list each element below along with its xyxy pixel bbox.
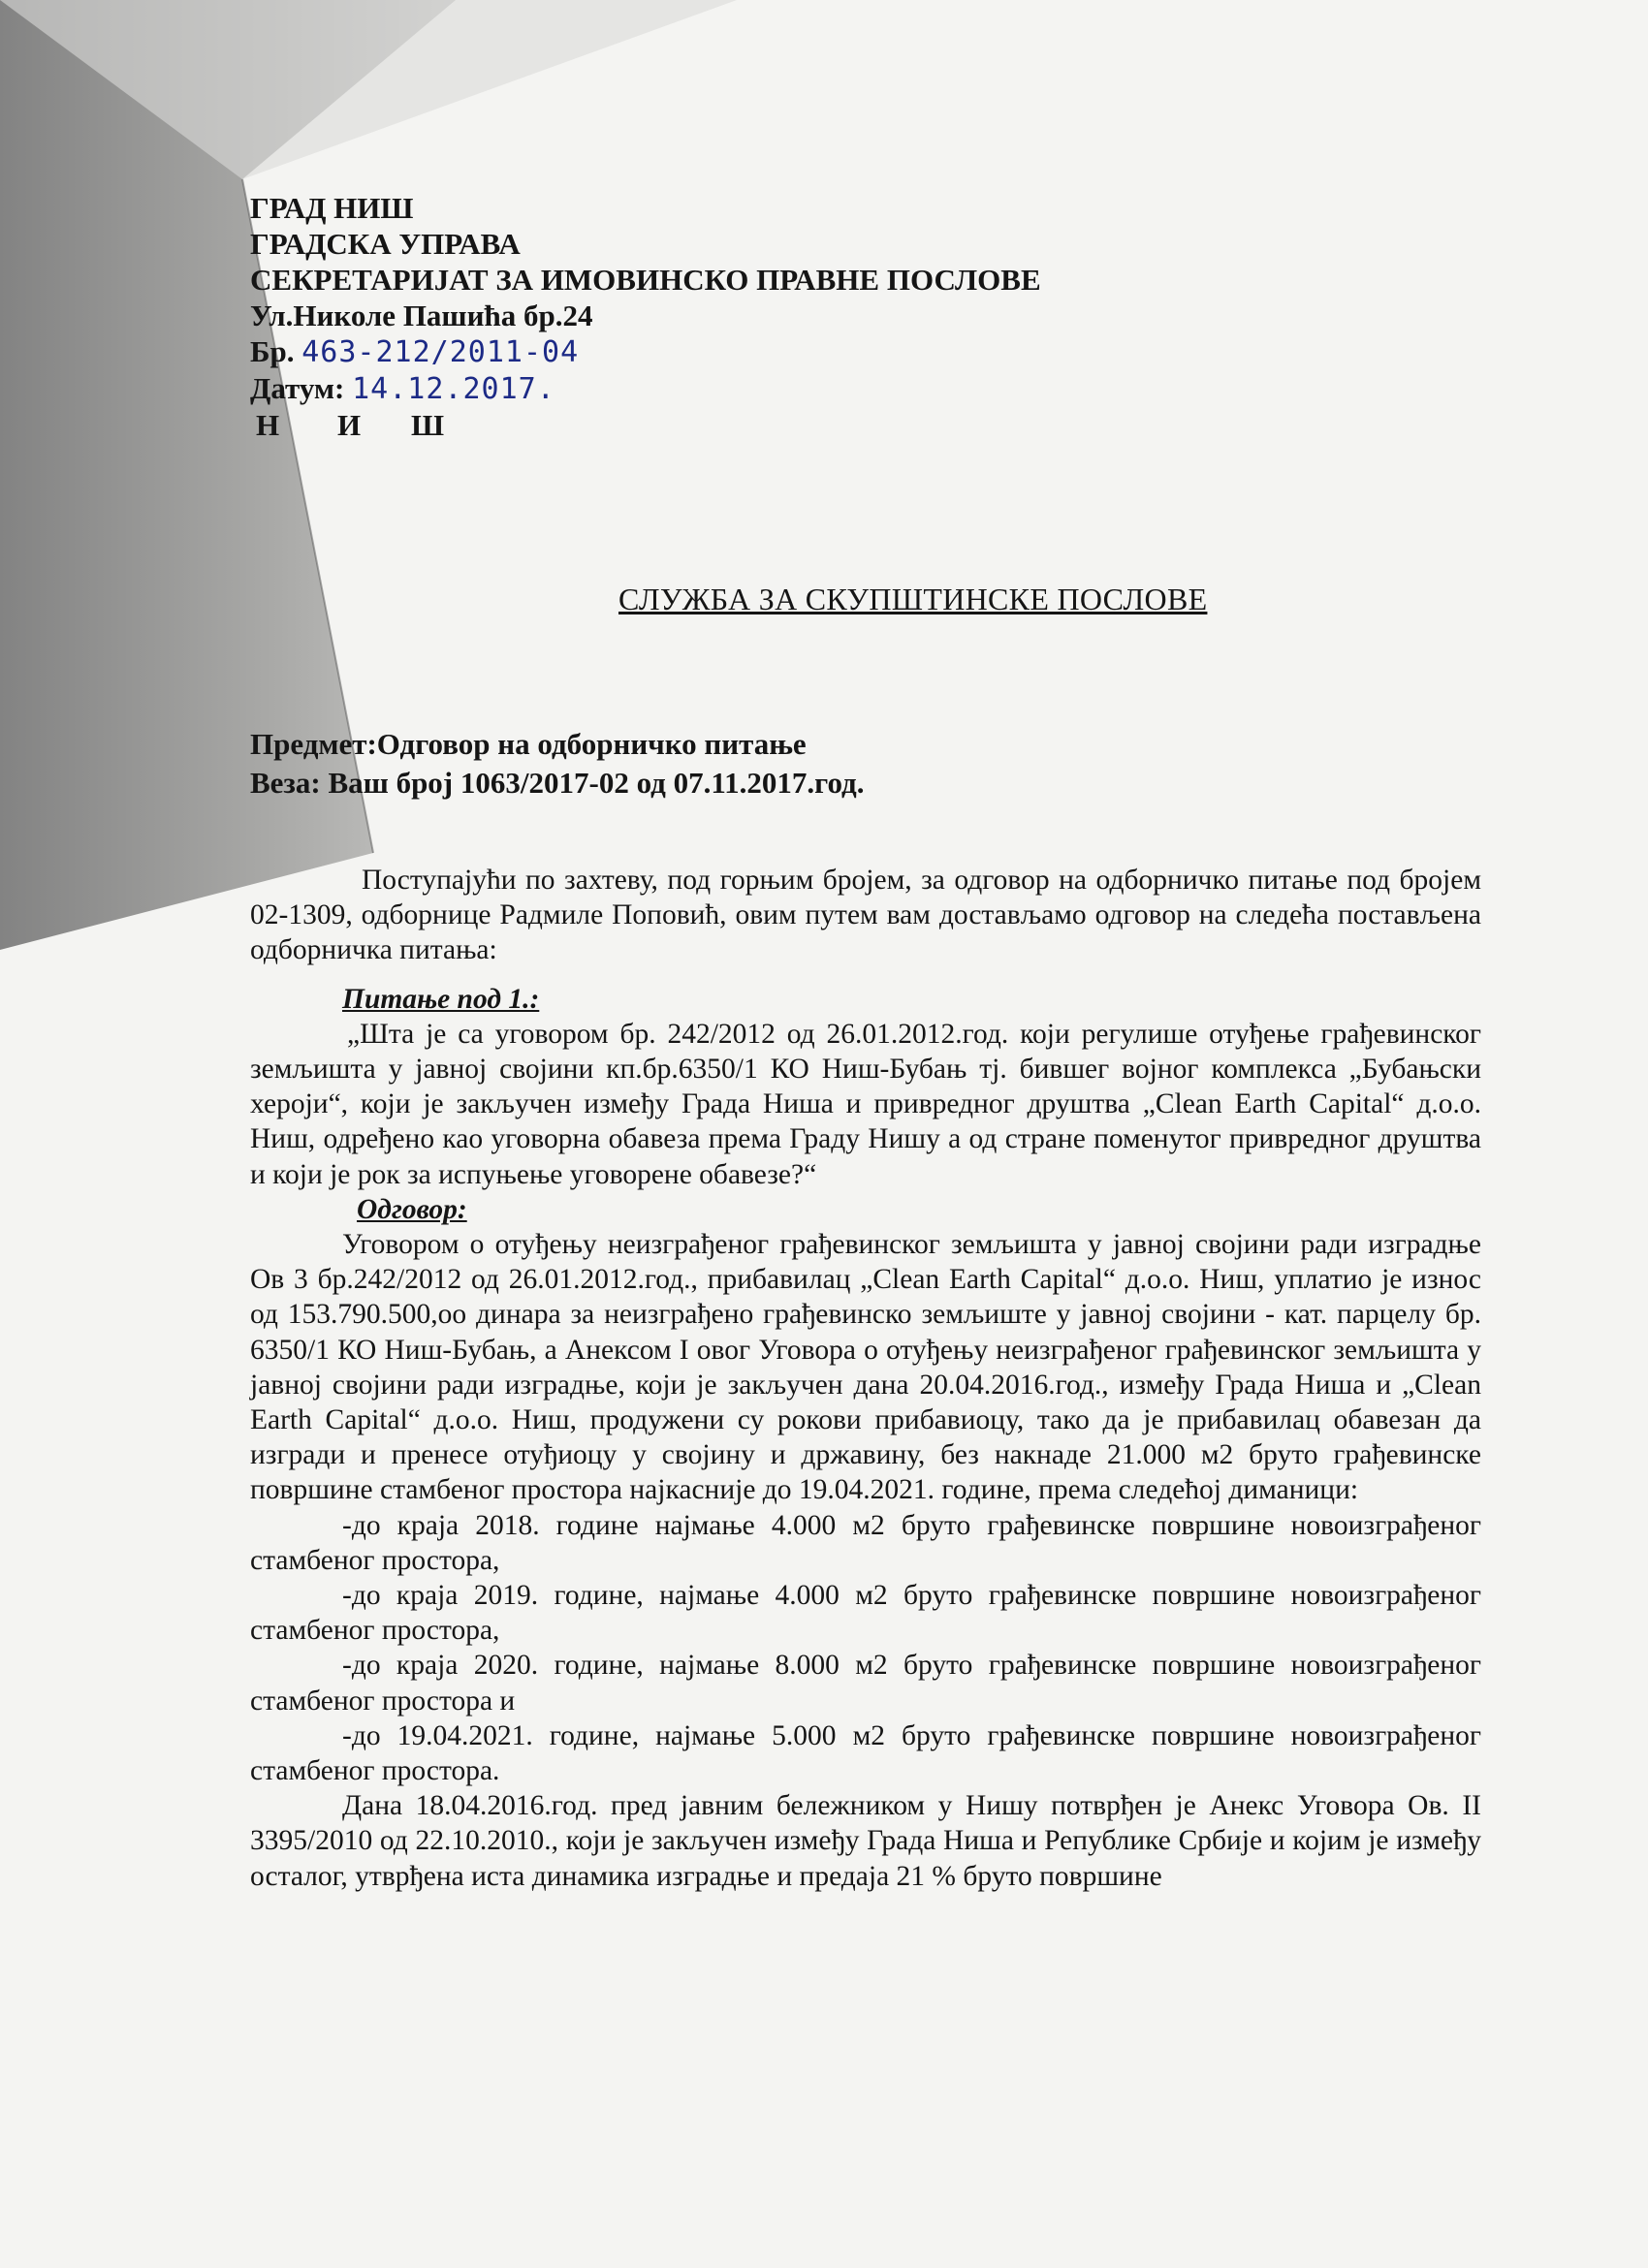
nis-letter: И: [337, 408, 362, 442]
closing-paragraph: Дана 18.04.2016.год. пред јавним бележником у Нишу потврђен је Анекс Уговора Ов. II 3395/2010 од 22.10.2010., који је закључен између Града Ниша и Републике Србије и којим је између осталог, утврђена иста динамика изградње и предаја 21 % бруто површине: [250, 1790, 1481, 1892]
header-city: ГРАД НИШ: [250, 191, 414, 225]
header-date-row: [250, 370, 1041, 407]
answer-text: Уговором о отуђењу неизграђеног грађевинског земљишта у јавној својини ради изградње Ов 3 бр.242/2012 од 26.01.2012.год., прибавилац „Clean Earth Capital“ д.о.о. Ниш, уплатио је износ од 153.790.500,оо динара за неизграђено грађевинско земљиште у јавној својини - кат. парцелу бр. 6350/1 КО Ниш-Бубањ, а Анексом I овог Уговора о отуђењу неизграђеног грађевинског земљишта у јавној својини ради изградње, који је закључен дана 20.04.2016.год., између Града Ниша и „Clean Earth Capital“ д.о.о. Ниш, продужени су рокови прибавиоцу, тако да је прибавилац обавезан да изгради и пренесе отуђиоцу у својину и државину, без накнаде 21.000 м2 бруто грађевинске површине стамбеног простора најкасније до 19.04.2021. године, према следећој диманици:: [250, 1229, 1481, 1506]
nis-letter: Н: [256, 408, 280, 442]
question-text: „Шта је са уговором бр. 242/2012 од 26.01.2012.год. који регулише отуђење грађевинског земљишта у јавној својини кп.бр.6350/1 КО Ниш-Бубањ тј. бившег војног комплекса „Бубањски хероји“, који је закључен између Града Ниша и привредног друштва „Clean Earth Capital“ д.о.о. Ниш, одређено као уговорна обавеза према Граду Нишу а од стране поменутог привредног друштва и који је рок за испуњење уговорене обавезе?“: [250, 1018, 1481, 1190]
header-administration: ГРАДСКА УПРАВА: [250, 227, 521, 261]
answer-heading: Одговор:: [357, 1193, 467, 1225]
list-item: -до краја 2018. године најмање 4.000 м2 бруто грађевинске површине новоизграђеног стамбеног простора,: [250, 1509, 1481, 1576]
subject-line: Предмет:Одговор на одборничко питање: [250, 727, 807, 761]
list-item: -до краја 2019. године, најмање 4.000 м2 бруто грађевинске површине новоизграђеног стамбеног простора,: [250, 1580, 1481, 1647]
letterhead: [250, 190, 1041, 443]
date-value: 14.12.2017.: [352, 372, 555, 406]
reference-line: Веза: Ваш број 1063/2017-02 од 07.11.2017.год.: [250, 766, 865, 800]
header-nis: [250, 407, 1041, 443]
letter-body: [250, 863, 1481, 1894]
number-label: Бр.: [250, 334, 295, 368]
header-number-row: [250, 333, 1041, 370]
service-title: СЛУЖБА ЗА СКУПШТИНСКЕ ПОСЛОВЕ: [618, 582, 1208, 616]
date-label: Датум:: [250, 371, 345, 405]
header-address: Ул.Николе Пашића бр.24: [250, 299, 593, 332]
intro-paragraph: Поступајући по захтеву, под горњим бројем, за одговор на одборничко питање под бројем 02-1309, одборнице Радмиле Поповић, овим путем вам достављамо одговор на следећа постављена одборничка питања:: [250, 865, 1481, 966]
number-value: 463-212/2011-04: [301, 335, 580, 369]
list-item: -до краја 2020. године, најмање 8.000 м2 бруто грађевинске површине новоизграђеног стамбеног простора и: [250, 1650, 1481, 1717]
question-heading: Питање под 1.:: [342, 983, 540, 1015]
header-secretariat: СЕКРЕТАРИЈАТ ЗА ИМОВИНСКО ПРАВНЕ ПОСЛОВЕ: [250, 263, 1041, 297]
list-item: -до 19.04.2021. године, најмање 5.000 м2 бруто грађевинске површине новоизграђеног стамбеног простора.: [250, 1719, 1481, 1787]
nis-letter: Ш: [411, 408, 445, 442]
subject-block: [250, 725, 865, 803]
